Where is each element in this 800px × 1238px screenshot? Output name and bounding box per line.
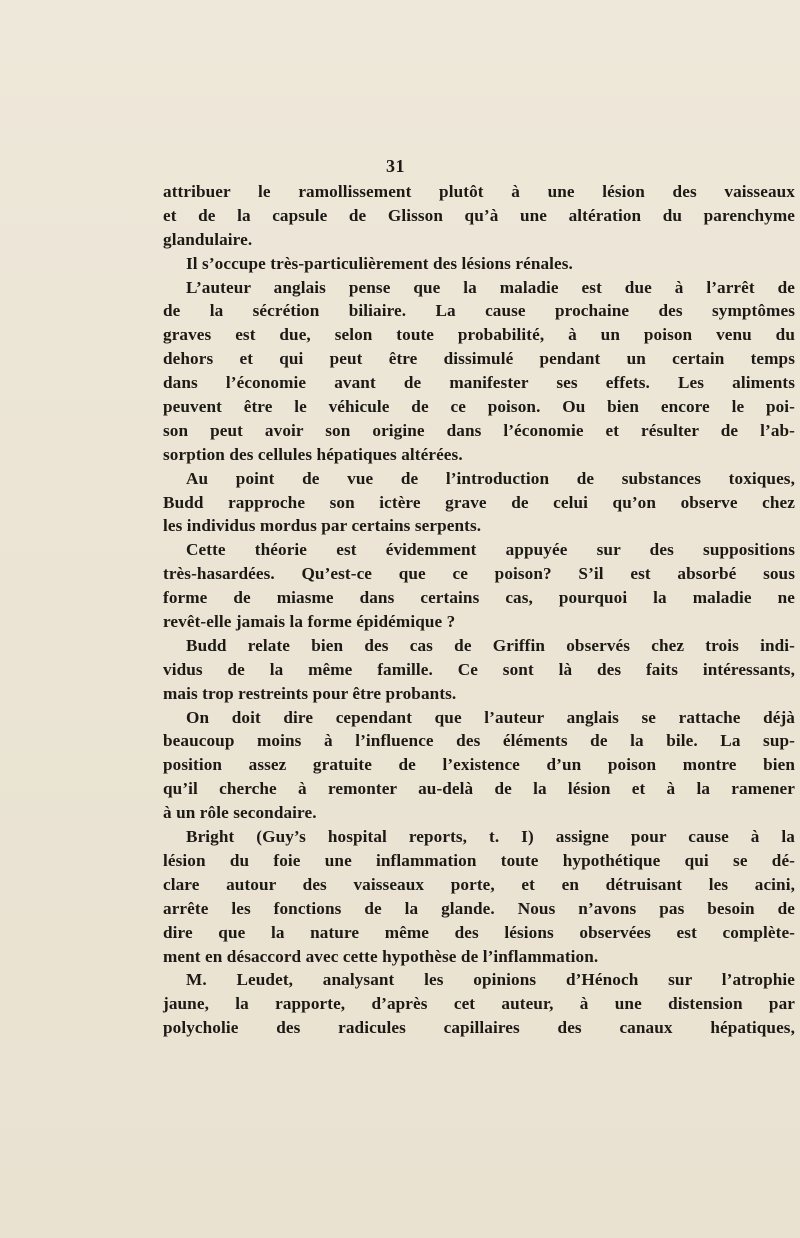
text-line: graves est due, selon toute probabilité, à un poison venu du [163, 325, 795, 345]
text-line: M. Leudet, analysant les opinions d’Hénoch sur l’atrophie [186, 970, 795, 990]
text-line: son peut avoir son origine dans l’économie et résulter de l’ab- [163, 420, 795, 440]
text-line: forme de miasme dans certains cas, pourquoi la maladie ne [163, 588, 795, 608]
text-line: vidus de la même famille. Ce sont là des faits intéressants, [163, 659, 795, 679]
text-line: sorption des cellules hépatiques altérées. [163, 444, 463, 464]
text-line: Budd rapproche son ictère grave de celui qu’on observe chez [163, 492, 795, 512]
text-line: très-hasardées. Qu’est-ce que ce poison? S’il est absorbé sous [163, 564, 795, 584]
text-line: dire que la nature même des lésions observées est complète- [163, 922, 795, 942]
text-line: attribuer le ramollissement plutôt à une lésion des vaisseaux [163, 182, 795, 201]
text-line: lésion du foie une inflammation toute hypothétique qui se dé- [163, 850, 795, 870]
text-line: arrête les fonctions de la glande. Nous n’avons pas besoin de [163, 898, 795, 918]
text-line: et de la capsule de Glisson qu’à une altération du parenchyme [163, 205, 795, 225]
text-line: Au point de vue de l’introduction de substances toxiques, [186, 468, 795, 488]
body-text [163, 180, 795, 1040]
text-line: position assez gratuite de l’existence d’un poison montre bien [163, 755, 795, 775]
text-line: dehors et qui peut être dissimulé pendant un certain temps [163, 349, 795, 369]
text-line: beaucoup moins à l’influence des éléments de la bile. La sup- [163, 731, 795, 751]
text-line: jaune, la rapporte, d’après cet auteur, à une distension par [163, 994, 795, 1014]
text-line: qu’il cherche à remonter au-delà de la lésion et à la ramener [163, 779, 795, 799]
text-line: Il s’occupe très-particulièrement des lésions rénales. [186, 253, 573, 273]
text-line: de la sécrétion biliaire. La cause prochaine des symptômes [163, 301, 795, 321]
page-number: 31 [386, 156, 405, 176]
text-line: peuvent être le véhicule de ce poison. Ou bien encore le poi- [163, 397, 795, 417]
text-line: ment en désaccord avec cette hypothèse de l’inflammation. [163, 946, 599, 966]
text-line: les individus mordus par certains serpents. [163, 516, 482, 536]
text-line: Budd relate bien des cas de Griffin observés chez trois indi- [186, 635, 795, 655]
text-line: revêt-elle jamais la forme épidémique ? [163, 612, 456, 632]
text-line: Cette théorie est évidemment appuyée sur des suppositions [186, 540, 795, 560]
text-line: polycholie des radicules capillaires des canaux hépatiques, [163, 1018, 795, 1038]
text-line: à un rôle secondaire. [163, 803, 317, 823]
text-line: clare autour des vaisseaux porte, et en détruisant les acini, [163, 874, 795, 894]
text-line: Bright (Guy’s hospital reports, t. I) assigne pour cause à la [186, 827, 795, 847]
text-line: L’auteur anglais pense que la maladie est due à l’arrêt de [186, 277, 795, 297]
text-line: dans l’économie avant de manifester ses effets. Les aliments [163, 373, 795, 393]
text-line: mais trop restreints pour être probants. [163, 683, 457, 703]
text-line: glandulaire. [163, 229, 253, 249]
text-line: On doit dire cependant que l’auteur anglais se rattache déjà [186, 707, 795, 727]
